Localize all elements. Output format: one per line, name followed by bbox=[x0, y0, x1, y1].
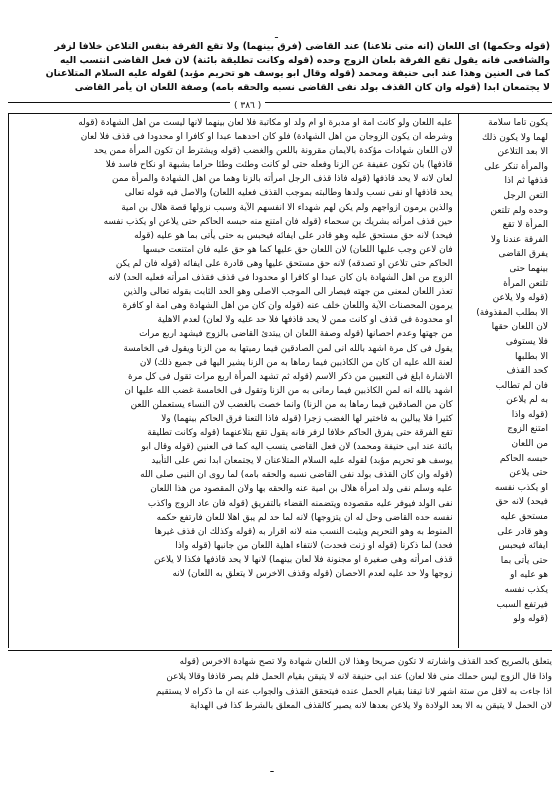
text-line: (قوله وان كان القذف بولد نفى القاضى نسبه والحقه بامه) لما روى ان النبى صلى الله bbox=[140, 470, 453, 481]
text-line: قذف امرأته وهى صغيرة او مجنونة فلا لعان بينهما) لانها لا يحد قاذفها فكذا لا يلاعن bbox=[153, 554, 453, 565]
margin-line: حتى يلاعن bbox=[509, 468, 548, 479]
margin-line: مستحق عليه bbox=[500, 512, 548, 523]
text-line: لان الحمل لا يتيقن به الا بعد الولادة ولا يلاعن بعدها لانه يصير كالقذف المعلق بالشرط كذا فى الهداية bbox=[189, 701, 552, 712]
margin-line: تلتعن المرأة bbox=[503, 278, 548, 289]
text-line: يقول فى كل مرة اشهد بالله انى لمن الصادقين فيما رميتها به من الزنا ويقول فى الخامسة bbox=[123, 343, 453, 354]
margin-line: او يكذب نفسه bbox=[494, 482, 548, 493]
text-line: او محدودة فى قذف او كانت ممن لا يحد قاذفها فلا حد عليه ولا لعان) لعدم الاهلية bbox=[157, 315, 453, 326]
text-line: زوجها ولا حد عليه لعدم الاحصان (قوله وقذف الاخرس لا يتعلق به اللعان) لانه bbox=[172, 569, 453, 579]
text-line: عليه وسلم نفى ولد امرأة هلال بن امية عنه والحقه بها ولان المقصود من هذا اللعان bbox=[150, 484, 453, 495]
margin-line: فان لم تطالب bbox=[495, 380, 548, 391]
text-line: الزوج من اهل الشهادة بان كان عبدا او كافرا او محدودا فى قذف فقذف امرأته فعليه الحد) لانه bbox=[108, 273, 453, 284]
text-line: نفسه حده القاضى وحل له ان يتزوجها) لانه لما حد لم يبق اهلا للعان فارتفع حكمه bbox=[156, 512, 453, 523]
text-line: المنوط به وهو التحريم ويثبت النسب منه لانه اقرار به (قوله وكذلك ان قذف غيرها bbox=[154, 526, 453, 537]
text-line: اشهد بالله انه لمن الكاذبين فيما رمانى به من الزنا وتقول فى الخامسة غضب الله عليها ان bbox=[124, 385, 453, 396]
text-line: تقع الفرقة حتى يفرق الحاكم خلافا لزفر فانه يقول تقع بتلاعنهما (قوله وكانت تطليقة bbox=[147, 428, 453, 439]
margin-line: قذفها ثم اذا bbox=[504, 176, 548, 187]
text-line: لعنة الله عليه ان كان من الكاذبين فيما رماها به من الزنا يشير اليها فى جميع ذلك) لان bbox=[139, 357, 453, 368]
margin-line: يكون تاما سلامة bbox=[488, 118, 548, 128]
margin-line: حبسه الحاكم bbox=[499, 453, 548, 464]
margin-line: وحده ولم تلتعن bbox=[490, 205, 548, 216]
text-line: بائنة عند ابى حنيفة ومحمد) لان فعل القاضى ينسب اليه كما فى العنين (قوله وقال ابو bbox=[141, 442, 453, 453]
margin-line: هو عليه او bbox=[510, 570, 548, 581]
margin-line: الفرقة عندنا ولا bbox=[490, 234, 548, 245]
text-line: من جهتها وعدم احصانها (قوله وصفة اللعان ان يبتدئ القاضى بالزوج فيشهد اربع مرات bbox=[139, 329, 453, 340]
top-commentary bbox=[6, 40, 550, 94]
margin-line: كحد القذف bbox=[506, 366, 548, 377]
text-line: فان لاعن وجب عليها اللعان) لان اللعان حق عليها كما هو حق عليه فان امتنعت حبسها bbox=[142, 244, 453, 255]
margin-line: فيرتفع السبب bbox=[496, 599, 548, 610]
margin-line: الا بعد التلاعن bbox=[497, 147, 548, 158]
text-line: كما فى العنين وهذا عند ابى حنيفة ومحمد (قوله وقال ابو يوسف هو تحريم مؤبد) لقوله عليه السلام المتلاعنان bbox=[45, 68, 550, 80]
column-divider bbox=[458, 114, 459, 648]
margin-line: حتى يأتى بما bbox=[500, 555, 548, 566]
text-line: فحد) لما ذكرنا (قوله او زنت فحدت) لانتفاء اهلية اللعان من جانبها (قوله واذا bbox=[175, 540, 453, 551]
text-line: والذين يرمون ازواجهم ولم يكن لهم شهداء الا انفسهم الآية وسبب نزولها قصة هلال بن امية bbox=[121, 202, 453, 213]
margin-line: من اللعان bbox=[511, 439, 548, 450]
margin-line: (قوله ولا يلاعن bbox=[492, 293, 548, 304]
margin-line: الا بطلبها bbox=[515, 351, 548, 362]
margin-line: لان اللعان حقها bbox=[491, 322, 548, 333]
margin-line: ايفائه فيحبس bbox=[498, 541, 548, 552]
margin-line: يفرق القاضى bbox=[498, 249, 548, 260]
margin-line: المرأة لا تقع bbox=[502, 220, 548, 231]
text-line: لعان لانه لا يحد قاذفها (قوله فاذا قذف الرجل امرأته بالزنا وهما من اهل الشهادة والمرأة ممن bbox=[111, 174, 453, 185]
frame-bottom-rule bbox=[8, 650, 552, 651]
page-number: ـ bbox=[270, 762, 274, 775]
text-line: (قوله وحكمها) اى اللعان (انه متى تلاعنا) عند القاضى (فرق بينهما) ولا تقع الفرقة بنفس التلاعن خلافا لزفر bbox=[54, 41, 550, 52]
margin-line: الا بطلب المقذوفة) bbox=[476, 307, 548, 318]
text-line: يحد قاذفها او نفى نسب ولدها وطالبته بموجب القذف فعليه اللعان) والاصل فيه قوله تعالى bbox=[124, 188, 453, 199]
text-line: كان من الصادقين فيما رماها به من الزنا) وانما خصت بالغضب لان النساء يستعملن اللعن bbox=[130, 399, 453, 410]
margin-column bbox=[462, 114, 552, 648]
text-line: الحاكم حتى تلاعن او تصدقه) لانه حق مستحق عليها وهى قادرة على ايفائه (قوله فان لم يكن bbox=[115, 258, 453, 269]
bottom-commentary bbox=[8, 655, 552, 714]
text-line: اذا جاءت به لاقل من ستة اشهر لانا تيقنا بقيام الحمل عنده فيتحقق القذف والجواب عنه ان ما ذكراه لا يستقيم bbox=[155, 686, 552, 697]
margin-line: والمرأة تنكر على bbox=[484, 161, 548, 172]
text-line: عليه اللعان ولو كانت امة او مدبرة او ام ولد او مكاتبة فلا لعان بينهما لانها ليست من اهل الشهادة (قوله bbox=[78, 118, 453, 128]
margin-line: وهو قادر على bbox=[497, 526, 548, 537]
margin-line: فيحد) لانه حق bbox=[495, 497, 548, 508]
main-frame bbox=[8, 114, 552, 648]
margin-line: امتنع الزوج bbox=[507, 424, 548, 435]
text-line: لان اللعان شهادات مؤكدة بالايمان مقرونة باللعن والغضب (قوله ويشترط ان تكون المرأة ممن يحد bbox=[93, 146, 453, 157]
margin-line: يكذب نفسه bbox=[504, 585, 548, 595]
text-line: وشرطه ان يكون الزوجان من اهل الشهادة) فلو كان احدهما عبدا او كافرا او محدودا فى قذف فلا لعان bbox=[80, 132, 453, 143]
page-folio: ( ٣٨٦ ) bbox=[230, 101, 265, 111]
text-line: والشافعى فانه يقول تقع الفرقة بلعان الزوج وحده (قوله وكانت تطليقة بائنة) لان فعل القاضى انتسب اليه bbox=[60, 54, 550, 66]
margin-line: لهما ولا يكون ذلك bbox=[482, 132, 548, 143]
main-column bbox=[8, 114, 455, 648]
text-line: قاذفها) بان تكون عفيفة عن الزنا وفعله حتى لو كانت وطئت وطئا حراما بشبهة او نكاح فاسد فلا bbox=[105, 160, 453, 171]
text-line: نفى الولد فيوفر عليه مقصوده ويتضمنه القضاء بالتفريق (قوله فان عاد الزوج واكذب bbox=[147, 498, 453, 509]
header-rule bbox=[8, 102, 552, 103]
margin-line: فلا يستوفى bbox=[505, 336, 548, 347]
text-line: واذا قال الزوج ليس حملك منى فلا لعان) عند ابى حنيفة لانه لا يتيقن بقيام الحمل فلم يصر قاذفا وقالا يلاعن bbox=[166, 671, 552, 682]
margin-line: بينهما حتى bbox=[509, 263, 548, 274]
margin-line: (قوله ولو bbox=[513, 614, 548, 625]
header-mark: ـ bbox=[275, 30, 278, 41]
text-line: الاشارة ابلغ فى التعيين من ذكر الاسم (قوله ثم تشهد المرأة اربع مرات تقول فى كل مرة bbox=[128, 371, 453, 382]
text-line: يتعلق بالصريح كحد القذف واشارته لا تكون صريحا وهذا لان اللعان شهادة ولا تصح شهادة الاخرس (قوله bbox=[179, 657, 552, 667]
text-line: تعذر اللعان لمعنى من جهته فيصار الى الموجب الاصلى وهو الحد الثابت بقوله تعالى والذين bbox=[123, 287, 453, 298]
text-line: يوسف هو تحريم مؤبد) لقوله عليه السلام المتلاعنان لا يجتمعان ابدا نص على التأبيد bbox=[151, 456, 453, 467]
text-line: يرمون المحصنات الآية واللعان خلف عنه (قوله وان كان من اهل الشهادة وهى امة او كافرة bbox=[122, 301, 453, 312]
margin-line: به لم يلاعن bbox=[506, 395, 548, 406]
text-line: لا يجتمعان ابدا (قوله وان كان القذف بولد نفى القاضى نسبه والحقه بامه) وصفة اللعان ان يأمر القاضى bbox=[74, 81, 550, 93]
margin-line: التعن الرجل bbox=[503, 190, 548, 201]
text-line: كثيرا فلا يبالين به فاختير لها الغضب زجرا (قوله فاذا التعنا فرق الحاكم بينهما) ولا bbox=[161, 413, 453, 424]
margin-line: (قوله واذا bbox=[511, 409, 548, 420]
text-line: فيحد) لانه حق مستحق عليه وهو قادر على ايفائه فيحبس به حتى يأتى بما هو عليه (قوله bbox=[134, 230, 453, 241]
text-line: حين قذف امرأته بشريك بن سحماء (قوله فان امتنع منه حبسه الحاكم حتى يلاعن او يكذب نفسه bbox=[103, 216, 453, 227]
